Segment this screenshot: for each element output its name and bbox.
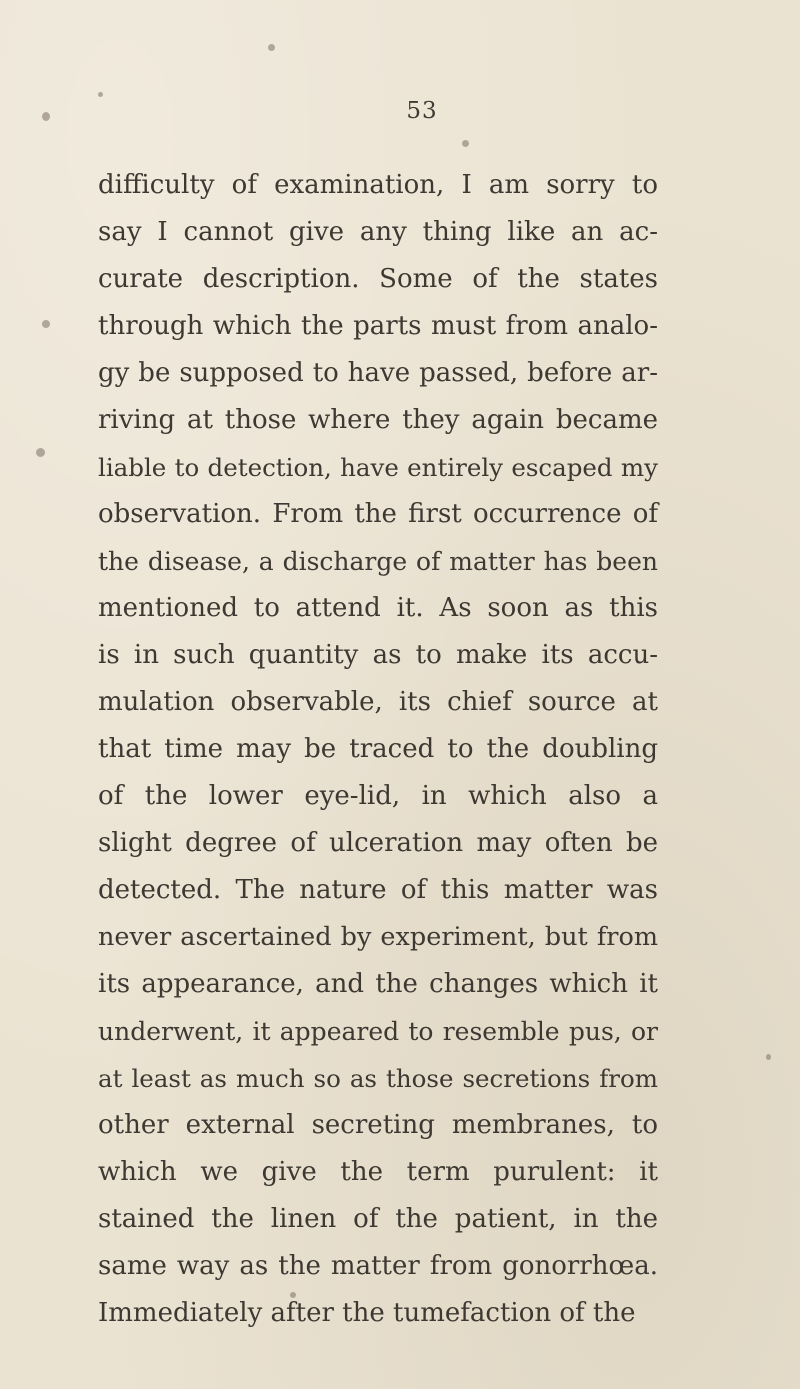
text-line: detected. The nature of this matter was xyxy=(98,875,658,905)
text-line: same way as the matter from gonorrhœa. xyxy=(98,1251,658,1281)
text-line: other external secreting membranes, to xyxy=(98,1110,658,1140)
text-line: mentioned to attend it. As soon as this xyxy=(98,593,658,623)
text-line: that time may be traced to the doubling xyxy=(98,734,658,764)
text-line: slight degree of ulceration may often be xyxy=(98,828,658,858)
text-line: at least as much so as those secretions from xyxy=(98,1064,658,1093)
text-line: of the lower eye-lid, in which also a xyxy=(98,781,658,811)
text-line: its appearance, and the changes which it xyxy=(98,969,658,999)
text-line: say I cannot give any thing like an ac- xyxy=(98,217,658,247)
text-line: never ascertained by experiment, but from xyxy=(98,922,658,952)
page-number: 53 xyxy=(406,98,438,124)
text-line: mulation observable, its chief source at xyxy=(98,687,658,717)
body-text xyxy=(98,162,658,1337)
text-line: difficulty of examination, I am sorry to xyxy=(98,170,658,200)
text-line: the disease, a discharge of matter has been xyxy=(98,547,658,576)
text-line: Immediately after the tumefaction of the xyxy=(98,1298,636,1328)
text-line: curate description. Some of the states xyxy=(98,264,658,294)
paper-speck xyxy=(98,92,103,97)
text-line: which we give the term purulent: it xyxy=(98,1157,658,1187)
text-line: gy be supposed to have passed, before ar- xyxy=(98,358,658,388)
text-line: riving at those where they again became xyxy=(98,405,658,435)
paper-speck xyxy=(766,1054,771,1060)
paper-speck xyxy=(462,140,469,147)
paper-speck xyxy=(42,320,50,328)
text-line: is in such quantity as to make its accu- xyxy=(98,640,658,670)
text-line: liable to detection, have entirely escaped my xyxy=(98,453,658,482)
paper-speck xyxy=(268,44,275,51)
text-line: stained the linen of the patient, in the xyxy=(98,1204,658,1234)
text-line: underwent, it appeared to resemble pus, or xyxy=(98,1017,658,1046)
text-line: observation. From the first occurrence of xyxy=(98,499,658,529)
text-line: through which the parts must from analo- xyxy=(98,311,658,341)
paper-speck xyxy=(36,448,45,457)
